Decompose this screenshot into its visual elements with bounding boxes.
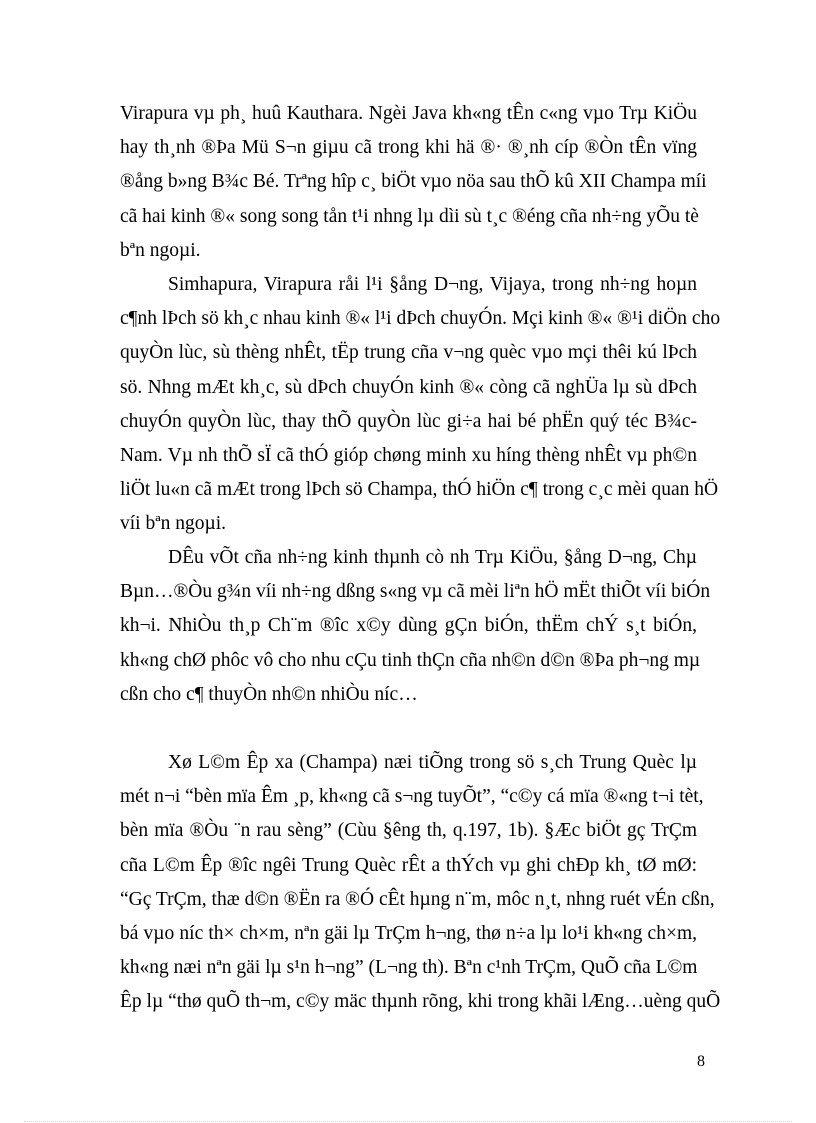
text-line: cßn cho c¶ thuyÒn nh©n nhiÒu níc…: [120, 683, 418, 705]
text-line: chuyÓn quyÒn lùc, thay thÕ quyÒn lùc gi÷a hai bé phËn quý téc B¾c-: [120, 410, 697, 432]
text-line: quyÒn lùc, sù thèng nhÊt, tËp trung cña v¬ng quèc vµo mçi thêi kú lÞch: [120, 342, 697, 364]
text-line: Simhapura, Virapura råi l¹i §ång D¬ng, Vijaya, trong nh÷ng hoµn: [168, 274, 697, 295]
text-line: liÖt lu«n cã mÆt trong lÞch sö Champa, thÓ hiÖn c¶ trong c¸c mèi quan hÖ: [120, 479, 719, 501]
text-line: cã hai kinh ®« song song tån t¹i nhng lµ dìi sù t¸c ®éng cña nh÷ng yÕu tè: [120, 205, 699, 227]
text-line: bá vµo níc th× ch×m, nªn gäi lµ TrÇm h¬ng, thø n÷a lµ lo¹i kh«ng ch×m,: [120, 922, 697, 944]
text-line: víi bªn ngoµi.: [120, 513, 226, 535]
text-line: Bµn…®Òu g¾n víi nh÷ng dßng s«ng vµ cã mèi liªn hÖ mËt thiÕt víi biÓn: [120, 581, 711, 603]
page-number: 8: [697, 1053, 705, 1070]
text-line: kh¬i. NhiÒu th¸p Ch¨m ®îc x©y dùng gÇn biÓn, thËm chÝ s¸t biÓn,: [120, 615, 697, 637]
text-line: bªn ngoµi.: [120, 239, 201, 261]
text-line: sö. Nhng mÆt kh¸c, sù dÞch chuyÓn kinh ®« còng cã nghÜa lµ sù dÞch: [120, 376, 697, 398]
text-line: hay th¸nh ®Þa Mü S¬n giµu cã trong khi hä ®· ®¸nh cíp ®Òn tÊn vïng: [120, 137, 697, 159]
text-line: Êp lµ “thø quÕ th¬m, c©y mäc thµnh rõng, khi trong khãi lÆng…uèng quÕ: [120, 991, 721, 1013]
text-line: mét n¬i “bèn mïa Êm ¸p, kh«ng cã s¬ng tuyÕt”, “c©y cá mïa ®«ng t¬i tèt,: [120, 786, 704, 808]
text-line: DÊu vÕt cña nh÷ng kinh thµnh cò nh Trµ KiÖu, §ång D¬ng, Chµ: [168, 547, 697, 568]
paragraph-4: [120, 746, 721, 1020]
text-line: Virapura vµ ph¸ huû Kauthara. Ngèi Java kh«ng tÊn c«ng vµo Trµ KiÖu: [120, 103, 697, 124]
text-line: ®ång b»ng B¾c Bé. Trªng hîp c¸ biÖt vµo nöa sau thÕ kû XII Champa míi: [120, 171, 707, 193]
paragraph-1: [120, 97, 707, 268]
text-line: c¶nh lÞch sö kh¸c nhau kinh ®« l¹i dÞch chuyÓn. Mçi kinh ®« ®¹i diÖn cho: [120, 308, 721, 330]
text-line: Nam. Vµ nh thÕ sÏ cã thÓ gióp chøng minh xu híng thèng nhÊt vµ ph©n: [120, 444, 697, 466]
text-line: “Gç TrÇm, thæ d©n ®Ën ra ®Ó cÊt hµng n¨m, môc n¸t, nhng ruét vÉn cßn,: [120, 888, 715, 910]
page-bottom-divider: [24, 1121, 792, 1122]
paragraph-2: [120, 268, 721, 542]
paragraph-3: [120, 541, 711, 712]
text-line: cña L©m Êp ®îc ngêi Trung Quèc rÊt a thÝch vµ ghi chÐp kh¸ tØ mØ:: [120, 854, 697, 876]
text-line: bèn mïa ®Òu ¨n rau sèng” (Cùu §êng th, q.197, 1b). §Æc biÖt gç TrÇm: [120, 820, 697, 842]
text-line: kh«ng næi nªn gäi lµ s¹n h¬ng” (L¬ng th). Bªn c¹nh TrÇm, QuÕ cña L©m: [120, 957, 698, 979]
text-line: Xø L©m Êp xa (Champa) næi tiÕng trong sö s¸ch Trung Quèc lµ: [168, 752, 697, 773]
text-line: kh«ng chØ phôc vô cho nhu cÇu tinh thÇn cña nh©n d©n ®Þa ph¬ng mµ: [120, 649, 701, 671]
